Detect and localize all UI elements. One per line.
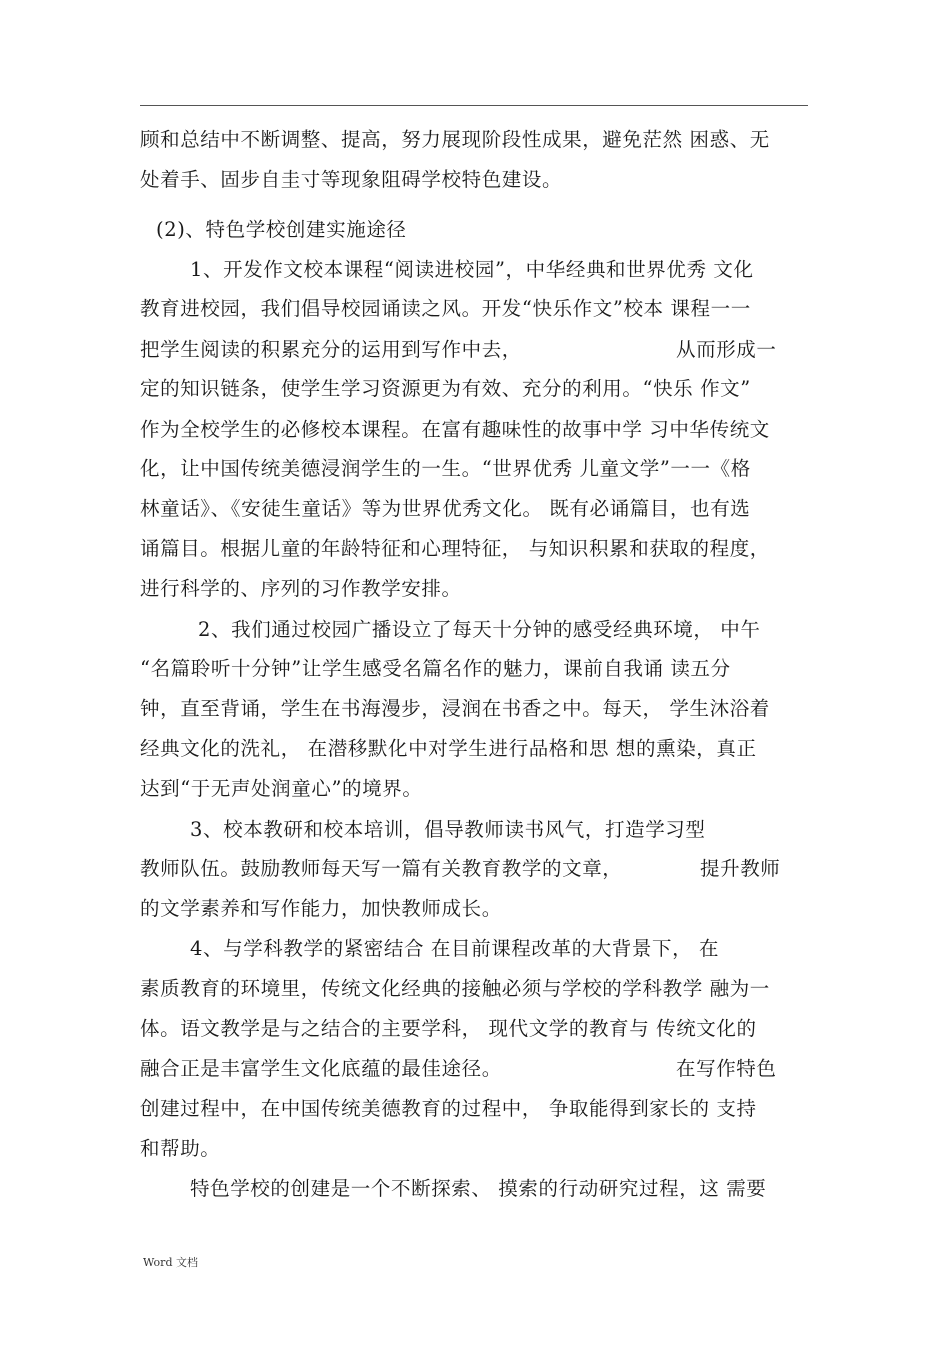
text-line: 钟，直至背诵，学生在书海漫步，浸润在书香之中。每天， 学生沐浴着	[140, 697, 770, 720]
text-line: 定的知识链条，使学生学习资源更为有效、充分的利用。“快乐 作文”	[140, 377, 751, 400]
text-line: 2、我们通过校园广播设立了每天十分钟的感受经典环境， 中午	[198, 618, 761, 641]
text-line: 把学生阅读的积累充分的运用到写作中去，	[140, 338, 522, 361]
text-line: 在写作特色	[676, 1057, 777, 1080]
text-line: 3、校本教研和校本培训，倡导教师读书风气，打造学习型	[190, 818, 706, 841]
text-line: 的文学素养和写作能力，加快教师成长。	[140, 897, 502, 920]
text-line: 提升教师	[700, 857, 781, 880]
text-line: 进行科学的、序列的习作教学安排。	[140, 577, 462, 600]
text-line: 作为全校学生的必修校本课程。在富有趣味性的故事中学 习中华传统文	[140, 418, 770, 441]
section-heading: (2)、特色学校创建实施途径	[156, 218, 407, 241]
text-line: “名篇聆听十分钟”让学生感受名篇名作的魅力，课前自我诵 读五分	[140, 657, 731, 680]
text-line: 教师队伍。鼓励教师每天写一篇有关教育教学的文章，	[140, 857, 623, 880]
text-line: 顾和总结中不断调整、提高，努力展现阶段性成果，避免茫然 困惑、无	[140, 128, 770, 151]
text-line: 林童话》、《安徒生童话》等为世界优秀文化。 既有必诵篇目，也有选	[140, 497, 751, 520]
text-line: 融合正是丰富学生文化底蕴的最佳途径。	[140, 1057, 502, 1080]
text-line: 素质教育的环境里，传统文化经典的接触必须与学校的学科教学 融为一	[140, 977, 770, 1000]
text-line: 和帮助。	[140, 1137, 221, 1160]
text-line: 特色学校的创建是一个不断探索、 摸索的行动研究过程，这 需要	[190, 1177, 767, 1200]
footer-label: Word 文档	[143, 1256, 198, 1269]
text-line: 从而形成一	[676, 338, 777, 361]
text-line: 教育进校园，我们倡导校园诵读之风。开发“快乐作文”校本 课程一一	[140, 297, 751, 320]
text-line: 处着手、固步自圭寸等现象阻碍学校特色建设。	[140, 168, 563, 191]
text-line: 体。语文教学是与之结合的主要学科， 现代文学的教育与 传统文化的	[140, 1017, 757, 1040]
text-line: 达到“于无声处润童心”的境界。	[140, 777, 423, 800]
text-line: 化，让中国传统美德浸润学生的一生。“世界优秀 儿童文学”一一《格	[140, 457, 751, 480]
header-rule	[140, 105, 808, 106]
text-line: 经典文化的洗礼， 在潜移默化中对学生进行品格和思 想的熏染，真正	[140, 737, 757, 760]
text-line: 4、与学科教学的紧密结合 在目前课程改革的大背景下， 在	[190, 937, 720, 960]
text-line: 1、开发作文校本课程“阅读进校园”，中华经典和世界优秀 文化	[190, 258, 754, 281]
text-line: 诵篇目。根据儿童的年龄特征和心理特征， 与知识积累和获取的程度，	[140, 537, 770, 560]
text-line: 创建过程中，在中国传统美德教育的过程中， 争取能得到家长的 支持	[140, 1097, 757, 1120]
